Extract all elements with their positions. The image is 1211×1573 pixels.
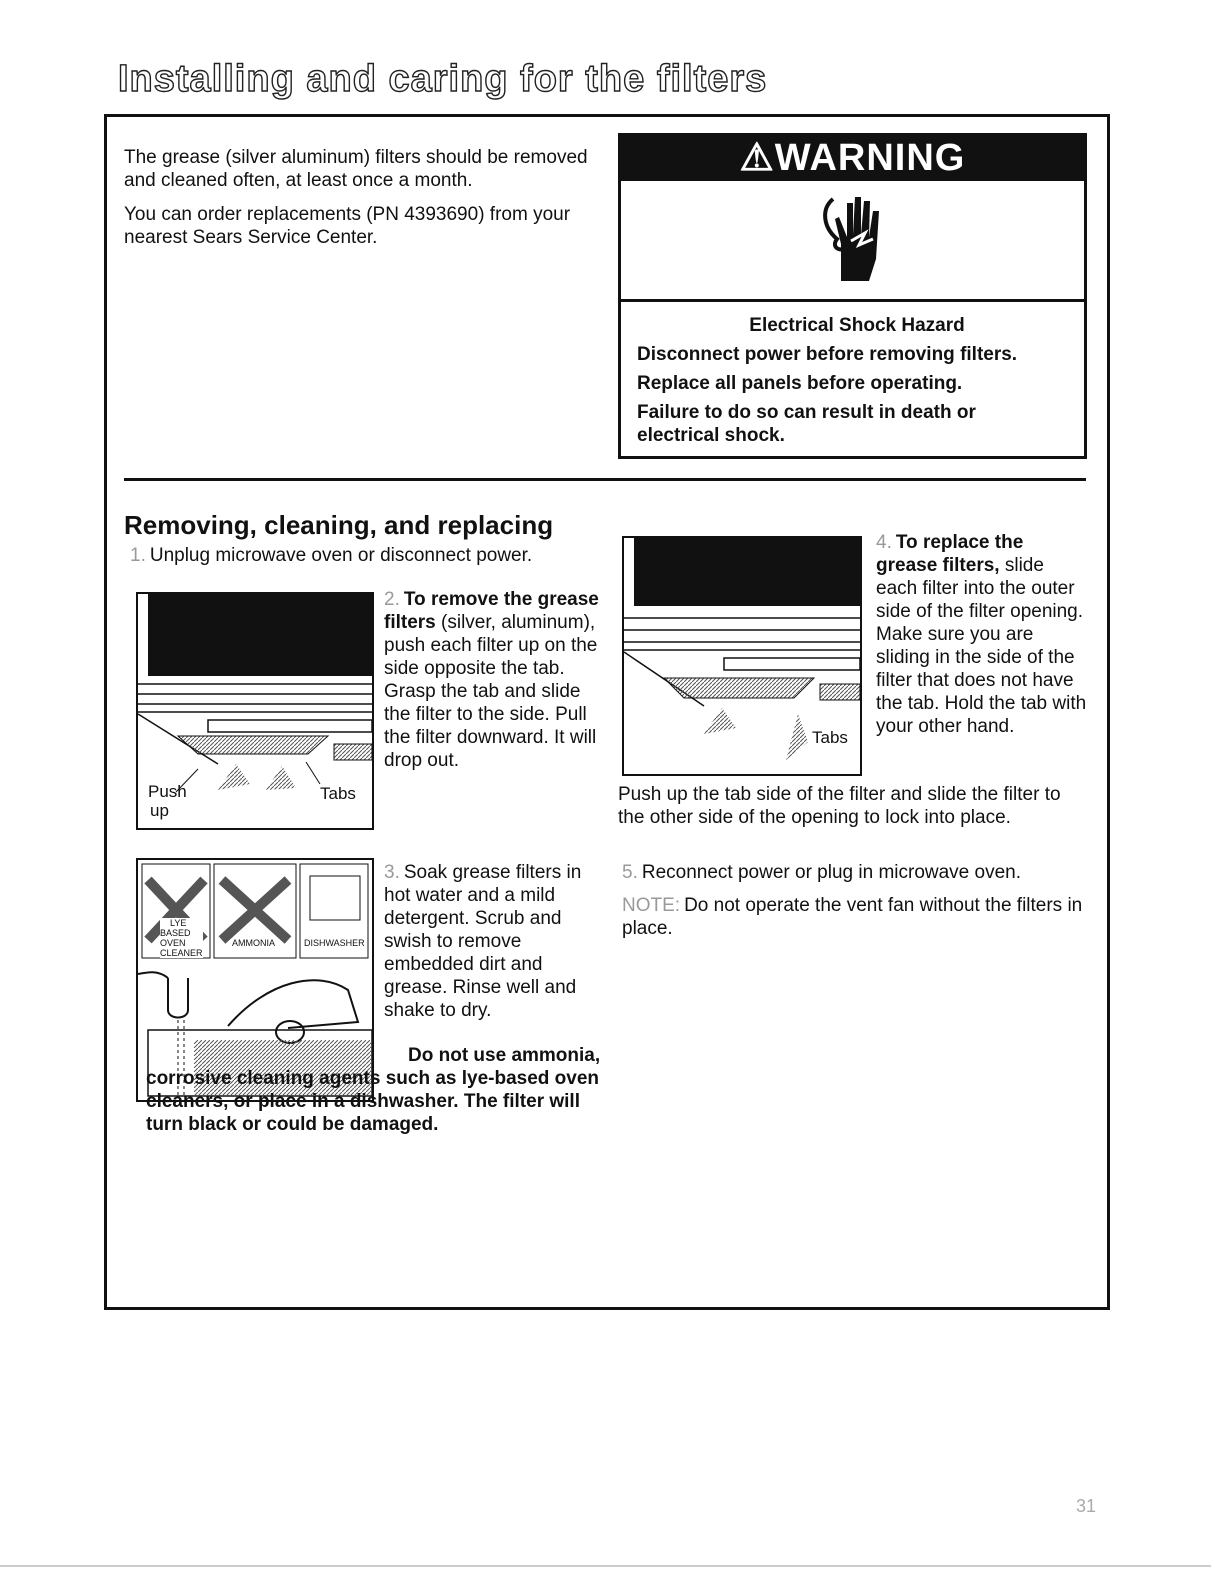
warning-box — [618, 133, 1087, 459]
shock-hazard-icon — [621, 181, 1084, 302]
step-4-bold: To replace the grease filters, — [876, 532, 1024, 576]
tabs-label-2: Tabs — [812, 728, 848, 747]
lye-cleaner-label — [160, 918, 203, 958]
step-1-text: Unplug microwave oven or disconnect power. — [149, 545, 533, 566]
note — [622, 894, 1092, 940]
step-4-text: slide each filter into the outer side of the filter opening. Make sure you are sliding in the side of the filter that does not have the tab. Hold the tab with your other hand. — [876, 555, 1087, 737]
bottom-edge-rule — [0, 1565, 1211, 1567]
step-2-number: 2. — [384, 589, 400, 610]
warning-line-2: Replace all panels before operating. — [637, 373, 963, 394]
step-2-bold: To remove the grease filters — [384, 589, 599, 633]
step-5-number: 5. — [622, 862, 638, 883]
step-2 — [384, 588, 599, 772]
up-label: up — [150, 801, 169, 820]
step-1 — [130, 544, 600, 567]
tabs-label: Tabs — [320, 784, 356, 803]
step-5-text: Reconnect power or plug in microwave oven. — [641, 862, 1021, 883]
warning-header: ⚠WARNING — [621, 136, 1084, 181]
warning-text — [637, 314, 1077, 453]
push-label: Push — [148, 782, 187, 801]
step-5 — [622, 861, 1092, 884]
step-4 — [876, 531, 1088, 738]
remove-filter-illustration — [136, 592, 374, 830]
step-3-bold-block — [146, 1044, 606, 1136]
step-3-text: Soak grease filters in hot water and a mild detergent. Scrub and swish to remove embedded dirt and grease. Rinse well and shake to dry. — [384, 862, 582, 1021]
warning-line-1: Disconnect power before removing filters. — [637, 344, 1018, 365]
intro-paragraph-1: The grease (silver aluminum) filters should be removed and cleaned often, at least once a month. — [124, 147, 588, 191]
page-number: 31 — [1076, 1496, 1097, 1516]
step-3-number: 3. — [384, 862, 400, 883]
step-4-continued: Push up the tab side of the filter and slide the filter to the other side of the opening to lock into place. — [618, 784, 1061, 828]
step-3-bold: Do not use ammonia, corrosive cleaning agents such as lye-based oven cleaners, or place in a dishwasher. The filter will turn black or could be damaged. — [146, 1045, 601, 1135]
lye-label-line-2: BASED — [160, 928, 191, 938]
hazard-title: Electrical Shock Hazard — [749, 315, 965, 336]
step-2-text: (silver, aluminum), push each filter up on the side opposite the tab. Grasp the tab and slide the filter to the side. Pull the filter downward. It will drop out. — [384, 612, 598, 771]
ammonia-label: AMMONIA — [232, 938, 276, 948]
step-1-number: 1. — [130, 545, 146, 566]
note-label: NOTE: — [622, 895, 681, 916]
section-divider — [124, 478, 1086, 481]
intro-paragraph-2: You can order replacements (PN 4393690) from your nearest Sears Service Center. — [124, 204, 571, 248]
lye-label-line-4: CLEANER — [160, 948, 203, 958]
intro-text — [124, 146, 604, 260]
replace-filter-illustration — [622, 536, 862, 776]
page-title: Installing and caring for the filters — [118, 58, 768, 100]
lye-label-line-1: LYE — [170, 918, 187, 928]
dishwasher-label: DISHWASHER — [304, 938, 365, 948]
step-4-number: 4. — [876, 532, 892, 553]
step-3 — [384, 861, 604, 1022]
note-text: Do not operate the vent fan without the filters in place. — [622, 895, 1083, 939]
lye-label-line-3: OVEN — [160, 938, 186, 948]
warning-line-3: Failure to do so can result in death or electrical shock. — [637, 402, 976, 446]
section-title: Removing, cleaning, and replacing — [124, 510, 554, 540]
